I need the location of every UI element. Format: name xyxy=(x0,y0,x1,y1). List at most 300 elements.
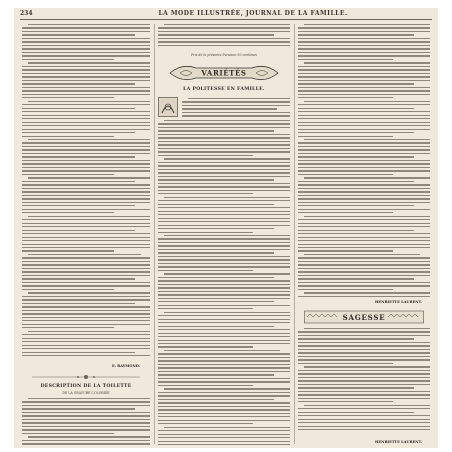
text-line xyxy=(22,34,135,35)
text-line xyxy=(158,162,290,163)
text-line xyxy=(22,219,150,220)
text-line xyxy=(158,38,290,39)
text-line xyxy=(22,240,150,241)
text-line xyxy=(158,256,290,257)
text-line xyxy=(298,384,430,385)
text-line xyxy=(158,360,290,361)
text-line xyxy=(158,367,290,368)
text-line xyxy=(298,87,430,88)
text-line xyxy=(298,90,430,91)
text-line xyxy=(28,101,150,102)
text-line xyxy=(158,176,290,177)
text-block xyxy=(298,24,430,299)
text-line xyxy=(158,319,290,320)
text-line xyxy=(304,292,430,293)
text-line xyxy=(22,247,150,248)
text-line xyxy=(298,149,430,150)
text-line xyxy=(158,364,290,365)
running-title: LA MODE ILLUSTRÉE, JOURNAL DE LA FAMILLE. xyxy=(158,10,348,17)
text-line xyxy=(304,139,430,140)
text-line xyxy=(304,177,430,178)
text-line xyxy=(298,244,430,245)
text-line xyxy=(158,225,290,226)
text-line xyxy=(158,413,290,414)
text-line xyxy=(298,129,430,130)
text-line xyxy=(158,200,290,201)
ornament-divider xyxy=(32,374,140,380)
text-line xyxy=(22,87,150,88)
text-line xyxy=(22,268,150,269)
text-line xyxy=(298,352,430,353)
text-line xyxy=(158,45,290,46)
text-line xyxy=(298,240,430,241)
text-line xyxy=(22,271,150,272)
text-line xyxy=(298,338,414,339)
text-line xyxy=(22,41,150,42)
text-line xyxy=(158,420,290,421)
text-line xyxy=(298,184,430,185)
text-line xyxy=(22,125,150,126)
text-line xyxy=(298,195,430,196)
text-line xyxy=(298,31,430,32)
text-line xyxy=(22,52,150,53)
sagesse-title: SAGESSE xyxy=(342,313,386,322)
text-line xyxy=(158,238,290,239)
text-line xyxy=(158,259,290,260)
text-line xyxy=(158,416,290,417)
text-line xyxy=(298,167,430,168)
text-block xyxy=(158,24,290,48)
text-line xyxy=(22,212,114,213)
text-line xyxy=(22,94,150,95)
text-line xyxy=(158,134,290,135)
article-body xyxy=(158,120,290,448)
text-line xyxy=(164,350,280,351)
text-line xyxy=(22,66,150,67)
text-line xyxy=(22,419,150,420)
text-line xyxy=(22,275,150,276)
text-line xyxy=(28,254,141,255)
text-line xyxy=(164,235,290,236)
text-line xyxy=(298,118,430,119)
text-line xyxy=(22,142,150,143)
text-line xyxy=(22,355,150,356)
text-line xyxy=(28,24,150,25)
text-line xyxy=(298,163,430,164)
text-line xyxy=(22,80,150,81)
text-line xyxy=(158,27,290,28)
text-line xyxy=(182,101,290,102)
text-line xyxy=(158,385,253,386)
text-line xyxy=(158,322,290,323)
text-line xyxy=(298,108,414,109)
text-line xyxy=(158,263,290,264)
column-divider-2 xyxy=(294,24,295,444)
text-line xyxy=(22,345,150,346)
text-line xyxy=(158,155,253,156)
text-line xyxy=(158,186,290,187)
text-line xyxy=(158,123,290,124)
text-line xyxy=(158,287,290,288)
text-line xyxy=(28,177,150,178)
text-line xyxy=(158,444,290,445)
text-line xyxy=(22,156,135,157)
text-line xyxy=(158,130,274,131)
text-line xyxy=(158,31,290,32)
text-line xyxy=(158,437,290,438)
text-line xyxy=(22,38,150,39)
text-line xyxy=(22,408,135,409)
text-line xyxy=(298,257,430,258)
text-line xyxy=(298,38,430,39)
text-line xyxy=(28,331,150,332)
text-line xyxy=(22,90,150,91)
text-line xyxy=(158,151,290,152)
text-line xyxy=(298,153,430,154)
text-line xyxy=(298,282,430,283)
text-line xyxy=(22,59,114,60)
text-line xyxy=(22,209,150,210)
text-line xyxy=(298,226,430,227)
issue-price-caption: Prix de la présente livraison 50 centimes xyxy=(190,53,258,57)
text-line xyxy=(22,257,150,258)
text-line xyxy=(22,429,150,430)
text-line xyxy=(22,338,150,339)
text-line xyxy=(22,167,150,168)
text-line xyxy=(298,52,430,53)
text-line xyxy=(158,343,290,344)
text-line xyxy=(158,298,290,299)
text-line xyxy=(164,312,290,313)
text-line xyxy=(298,275,430,276)
text-line xyxy=(298,59,393,60)
text-line xyxy=(22,108,135,109)
text-line xyxy=(22,160,150,161)
text-line xyxy=(158,374,274,375)
text-line xyxy=(298,415,430,416)
text-line xyxy=(298,356,430,357)
text-line xyxy=(164,388,290,389)
text-line xyxy=(298,125,430,126)
text-line xyxy=(22,264,150,265)
text-line xyxy=(298,230,414,231)
text-line xyxy=(182,105,290,106)
text-line xyxy=(158,179,274,180)
text-line xyxy=(158,221,290,222)
text-line xyxy=(22,118,150,119)
text-line xyxy=(22,310,150,311)
text-line xyxy=(158,190,290,191)
text-line xyxy=(158,218,290,219)
text-line xyxy=(22,426,150,427)
text-line xyxy=(22,296,150,297)
text-line xyxy=(28,139,150,140)
text-line xyxy=(298,233,430,234)
text-line xyxy=(158,193,253,194)
text-line xyxy=(298,377,430,378)
text-line xyxy=(158,249,290,250)
text-line xyxy=(298,296,430,297)
text-line xyxy=(22,303,135,304)
text-line xyxy=(22,313,150,314)
text-line xyxy=(164,120,290,121)
text-line xyxy=(22,115,150,116)
text-line xyxy=(22,122,150,123)
text-line xyxy=(298,205,414,206)
text-line xyxy=(158,329,290,330)
text-line xyxy=(22,226,150,227)
article-signature: HENRIETTE LAURENT. xyxy=(375,300,422,304)
header-rule xyxy=(20,19,432,20)
text-line xyxy=(298,419,430,420)
text-line xyxy=(28,292,150,293)
text-line xyxy=(182,115,290,116)
article-title: LA POLITESSE EN FAMILLE. xyxy=(183,87,265,92)
text-line xyxy=(22,327,114,328)
text-line xyxy=(304,328,430,329)
text-line xyxy=(22,233,150,234)
text-line xyxy=(158,381,290,382)
text-line xyxy=(158,336,290,337)
text-line xyxy=(22,174,114,175)
text-line xyxy=(22,352,135,353)
text-line xyxy=(22,348,150,349)
text-line xyxy=(22,31,150,32)
text-line xyxy=(22,289,114,290)
text-line xyxy=(298,268,430,269)
text-line xyxy=(298,198,430,199)
text-line xyxy=(182,112,290,113)
text-line xyxy=(298,136,393,137)
text-line xyxy=(164,24,290,25)
text-line xyxy=(22,111,150,112)
text-line xyxy=(298,331,430,332)
column-divider-1 xyxy=(154,24,155,444)
text-line xyxy=(298,223,430,224)
text-line xyxy=(22,324,150,325)
text-line xyxy=(22,341,150,342)
text-line xyxy=(298,160,430,161)
text-line xyxy=(158,291,290,292)
text-line xyxy=(22,440,150,441)
text-line xyxy=(298,83,414,84)
column-middle xyxy=(158,24,290,448)
text-line xyxy=(298,27,430,28)
text-line xyxy=(158,423,253,424)
text-line xyxy=(298,97,393,98)
text-line xyxy=(22,278,135,279)
text-line xyxy=(22,153,150,154)
text-line xyxy=(298,212,393,213)
text-line xyxy=(298,73,430,74)
text-line xyxy=(22,443,150,444)
text-line xyxy=(298,289,393,290)
text-line xyxy=(158,434,290,435)
text-line xyxy=(22,170,150,171)
text-line xyxy=(158,148,290,149)
sagesse-banner xyxy=(304,310,424,324)
text-line xyxy=(298,142,430,143)
text-line xyxy=(22,261,150,262)
text-line xyxy=(158,399,274,400)
text-line xyxy=(158,430,290,431)
text-line xyxy=(304,216,430,217)
text-line xyxy=(22,415,150,416)
text-line xyxy=(298,391,430,392)
text-line xyxy=(298,111,430,112)
text-line xyxy=(22,401,150,402)
text-line xyxy=(298,429,430,430)
article-signature: E. RAYMOND. xyxy=(111,364,140,368)
text-line xyxy=(22,149,150,150)
page-number: 234 xyxy=(20,10,33,17)
text-line xyxy=(22,27,150,28)
text-line xyxy=(158,34,274,35)
text-line xyxy=(164,427,290,428)
text-line xyxy=(22,188,150,189)
text-line xyxy=(298,412,414,413)
text-line xyxy=(158,232,253,233)
text-line xyxy=(22,405,150,406)
text-line xyxy=(298,48,430,49)
text-line xyxy=(304,405,430,406)
text-line xyxy=(298,181,414,182)
text-line xyxy=(22,55,150,56)
text-line xyxy=(298,174,393,175)
text-line xyxy=(22,198,150,199)
text-line xyxy=(22,163,150,164)
text-line xyxy=(298,132,414,133)
text-line xyxy=(22,422,150,423)
text-line xyxy=(158,266,290,267)
text-line xyxy=(158,406,290,407)
text-line xyxy=(22,412,150,413)
text-line xyxy=(298,156,414,157)
text-line xyxy=(158,346,253,347)
text-line xyxy=(158,141,290,142)
text-line xyxy=(22,146,150,147)
text-line xyxy=(158,378,290,379)
text-line xyxy=(298,408,430,409)
text-line xyxy=(22,48,150,49)
text-line xyxy=(22,104,150,105)
text-line xyxy=(298,264,430,265)
text-line xyxy=(22,230,135,231)
text-line xyxy=(22,282,150,283)
text-line xyxy=(298,41,430,42)
text-line xyxy=(298,188,430,189)
text-line xyxy=(22,184,150,185)
text-line xyxy=(28,62,150,63)
text-line xyxy=(298,426,430,427)
text-line xyxy=(304,62,430,63)
varietes-banner xyxy=(166,62,282,84)
text-line xyxy=(158,371,290,372)
text-line xyxy=(158,315,290,316)
text-line xyxy=(158,228,274,229)
text-line xyxy=(298,370,430,371)
text-line xyxy=(158,204,274,205)
text-line xyxy=(188,98,290,99)
text-line xyxy=(298,34,414,35)
text-line xyxy=(22,69,150,70)
text-line xyxy=(298,285,430,286)
text-line xyxy=(158,294,290,295)
text-line xyxy=(158,308,253,309)
sagesse-text xyxy=(298,328,430,433)
text-line xyxy=(298,55,430,56)
text-line xyxy=(22,97,114,98)
text-line xyxy=(22,202,150,203)
text-block xyxy=(22,24,150,359)
text-line xyxy=(298,394,430,395)
text-line xyxy=(298,363,393,364)
text-line xyxy=(28,436,150,437)
text-line xyxy=(298,209,430,210)
banner-word: VARIÉTÉS xyxy=(201,68,247,78)
text-line xyxy=(22,334,150,335)
text-line xyxy=(22,306,150,307)
description-heading: DESCRIPTION DE LA TOILETTE xyxy=(40,384,132,389)
text-line xyxy=(22,317,150,318)
text-line xyxy=(158,137,290,138)
text-line xyxy=(158,242,290,243)
text-line xyxy=(298,247,430,248)
text-line xyxy=(22,181,135,182)
text-line xyxy=(304,101,430,102)
text-line xyxy=(298,66,430,67)
text-line xyxy=(158,183,290,184)
text-line xyxy=(22,299,150,300)
text-line xyxy=(158,277,274,278)
text-line xyxy=(158,326,274,327)
text-line xyxy=(158,409,290,410)
text-line xyxy=(22,250,114,251)
text-line xyxy=(298,45,430,46)
text-line xyxy=(298,191,430,192)
text-line xyxy=(298,80,430,81)
text-line xyxy=(158,172,290,173)
text-line xyxy=(298,335,430,336)
text-line xyxy=(298,398,430,399)
text-line xyxy=(298,345,430,346)
text-line xyxy=(164,273,290,274)
text-line xyxy=(298,271,430,272)
text-line xyxy=(28,216,150,217)
text-line xyxy=(158,305,290,306)
description-subheading: DE LA GRAVURE COLORIÉE xyxy=(62,391,110,395)
description-text xyxy=(22,398,150,447)
text-line xyxy=(164,197,290,198)
text-line xyxy=(158,207,290,208)
text-line xyxy=(22,205,135,206)
text-line xyxy=(298,115,430,116)
text-line xyxy=(158,211,290,212)
text-line xyxy=(298,342,430,343)
text-line xyxy=(298,69,430,70)
text-line xyxy=(22,45,150,46)
text-line xyxy=(158,284,290,285)
text-line xyxy=(298,278,414,279)
page-header xyxy=(14,8,438,20)
text-line xyxy=(298,250,393,251)
text-line xyxy=(158,402,290,403)
text-line xyxy=(22,320,150,321)
text-line xyxy=(298,349,430,350)
text-line xyxy=(298,170,430,171)
text-line xyxy=(158,165,290,166)
text-line xyxy=(304,24,430,25)
